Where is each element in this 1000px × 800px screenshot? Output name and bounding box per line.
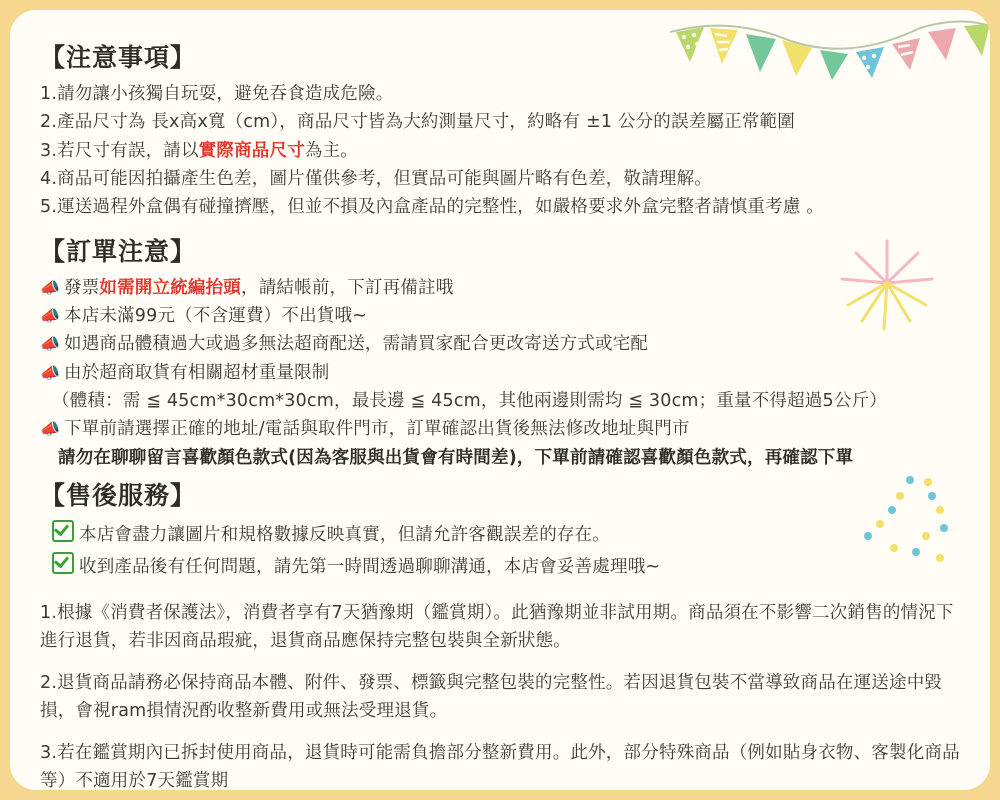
check-icon [52, 520, 74, 542]
megaphone-icon: 📣 [40, 277, 61, 297]
order-bullet-text [64, 274, 453, 302]
order-bullet-prefix: 發票 [64, 277, 100, 298]
list-item [40, 518, 964, 551]
notice-item-text: 2.產品尺寸為 長x高x寬（cm），商品尺寸皆為大約測量尺寸，約略有 ±1 公分的誤差屬正常範圍 [40, 112, 795, 133]
order-bullet-text: 如遇商品體積過大或過多無法超商配送，需請買家配合更改寄送方式或宅配 [64, 334, 649, 355]
list-item [40, 137, 964, 165]
list-item [40, 274, 964, 302]
list-item [40, 165, 964, 193]
megaphone-icon: 📣 [40, 306, 61, 326]
notice-section-title: 【注意事項】 [40, 43, 197, 72]
list-item [40, 193, 964, 221]
notice-item-text: 5.運送過程外盒偶有碰撞擠壓，但並不損及內盒產品的完整性，如嚴格要求外盒完整者請慎重考慮 。 [40, 197, 824, 218]
after-sales-check-text: 本店會盡力讓圖片和規格數據反映真實，但請允許客觀誤差的存在。 [79, 524, 610, 545]
shipping-size-note: （體積：需 ≦ 45cm*30cm*30cm，最長邊 ≦ 45cm，其他兩邊則需均 ≦ 30cm；重量不得超過5公斤） [52, 391, 887, 412]
order-bullet-text: 本店未滿99元（不含運費）不出貨哦~ [64, 306, 368, 327]
megaphone-icon: 📣 [40, 362, 61, 382]
after-sales-check-text: 收到產品後有任何問題，請先第一時間透過聊聊溝通，本店會妥善處理哦~ [79, 557, 661, 578]
notice-item-text: 3.若尺寸有誤，請以 [40, 140, 199, 161]
notice-item-suffix: 為主。 [304, 140, 359, 161]
list-item [40, 330, 964, 358]
order-bullet-suffix: ，請結帳前，下訂再備註哦 [241, 277, 454, 298]
notice-item-text: 4.商品可能因拍攝產生色差，圖片僅供參考，但實品可能與圖片略有色差，敬請理解。 [40, 169, 712, 190]
list-item [40, 302, 964, 330]
list-item [40, 108, 964, 136]
list-item [40, 80, 964, 108]
after-sales-paragraph: 1.根據《消費者保護法》，消費者享有7天猶豫期（鑑賞期）。此猶豫期並非試用期。商品須在不影響二次銷售的情況下進行退貨，若非因商品瑕疵，退貨商品應保持完整包裝與全新狀態。 [40, 603, 954, 652]
check-icon [52, 552, 74, 574]
list-item [40, 359, 964, 387]
notice-item-text: 1.請勿讓小孩獨自玩耍，避免吞食造成危險。 [40, 84, 394, 104]
notice-list [40, 80, 964, 222]
order-section-title: 【訂單注意】 [40, 236, 197, 266]
megaphone-icon: 📣 [40, 334, 61, 354]
list-item [40, 550, 964, 583]
order-bullet-highlight: 如需開立統編抬頭 [99, 277, 242, 298]
order-strong-note: 請勿在聊聊留言喜歡顏色款式(因為客服與出貨會有時間差)，下單前請確認喜歡顏色款式，再確認下單 [58, 447, 854, 468]
order-bullet-text: 下單前請選擇正確的地址/電話與取件門市，訂單確認出貨後無法修改地址與門市 [64, 419, 690, 440]
order-bullet-text: 由於超商取貨有相關超材重量限制 [64, 362, 330, 383]
notice-item-highlight: 實際商品尺寸 [198, 140, 305, 161]
after-sales-paragraph: 2.退貨商品請務必保持商品本體、附件、發票、標籤與完整包裝的完整性。若因退貨包裝不當導致商品在運送途中毀損，會視ram損情況酌收整新費用或無法受理退貨。 [40, 673, 943, 722]
document-content [10, 10, 990, 790]
after-sales-section-title: 【售後服務】 [40, 480, 197, 510]
document-sheet [10, 10, 990, 790]
after-sales-paragraph: 3.若在鑑賞期內已拆封使用商品，退貨時可能需負擔部分整新費用。此外，部分特殊商品（例如貼身衣物、客製化商品等）不適用於7天鑑賞期 [40, 743, 960, 790]
megaphone-icon: 📣 [40, 419, 61, 439]
list-item [40, 415, 964, 443]
